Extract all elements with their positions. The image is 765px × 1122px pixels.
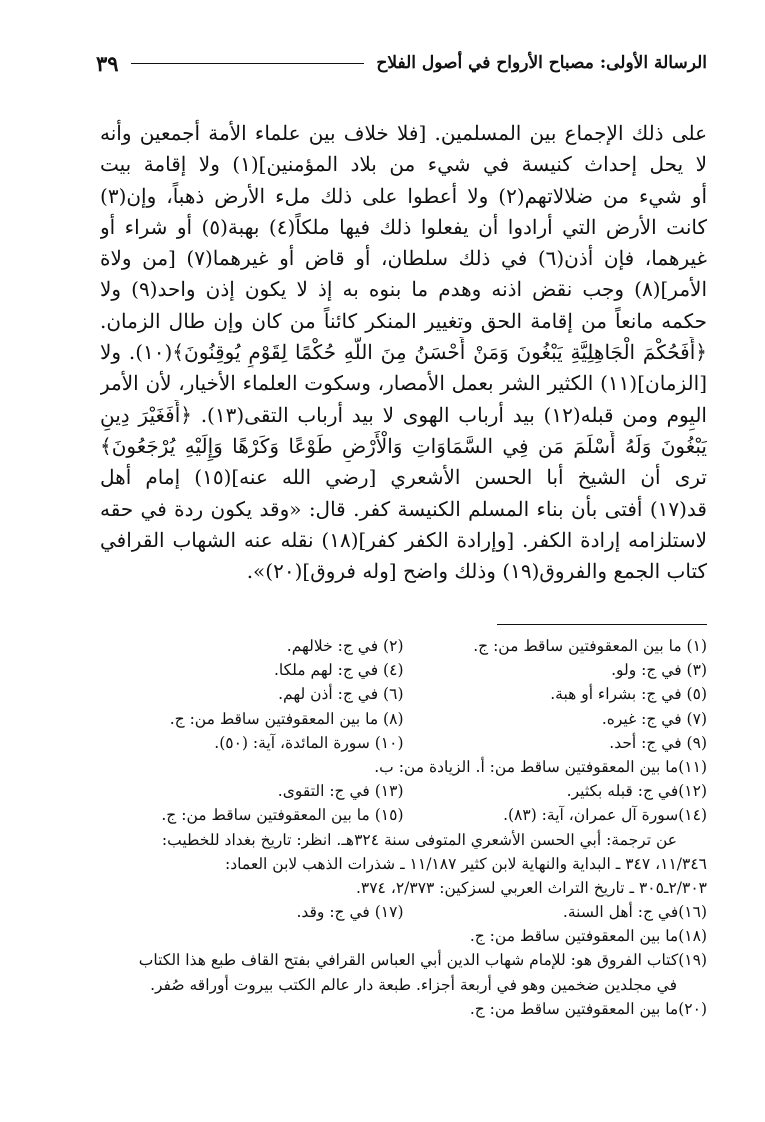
footnote-13: (١٣) في ج: التقوى. (277, 782, 404, 801)
footnote-9: (٩) في ج: أحد. (609, 733, 707, 752)
header-rule (131, 63, 365, 64)
footnote-15: (١٥) ما بين المعقوفتين ساقط من: ج. (161, 806, 404, 825)
footnote-5: (٥) في ج: بشراء أو هبة. (550, 685, 707, 704)
body-line: قد(١٧) أفتى بأن بناء المسلم الكنيسة كفر. قال: «وقد يكون ردة في حقه (100, 496, 707, 521)
footnote-17: (١٧) في ج: وقد. (296, 903, 404, 922)
body-line: ﴿أَفَحُكْمَ الْجَاهِلِيَّةِ يَبْغُونَ وَمَنْ أَحْسَنُ مِنَ اللَّهِ حُكْمًا لِقَوْمٍ يُوقِنُونَ﴾(١٠). ولا (100, 340, 707, 365)
footnote-19-continuation: في مجلدين ضخمين وهو في أربعة أجزاء. طبعة دار عالم الكتب بيروت أوراقه صُفر. (150, 975, 677, 994)
footnote-12: (١٢)في ج: قبله بكثير. (566, 782, 707, 801)
footnote-3: (٣) في ج: ولو. (611, 661, 707, 680)
footnote-20: (٢٠)ما بين المعقوفتين ساقط من: ج. (469, 999, 707, 1018)
body-line: كتاب الجمع والفروق(١٩) وذلك واضح [وله فروق](٢٠)». (246, 559, 707, 584)
footnote-15-continuation: عن ترجمة: أبي الحسن الأشعري المتوفى سنة ٣٢٤هـ. انظر: تاريخ بغداد للخطيب: (161, 830, 677, 849)
footnote-separator (497, 624, 707, 625)
footnote-10: (١٠) سورة المائدة، آية: (٥٠). (214, 733, 404, 752)
footnotes (100, 634, 707, 1021)
footnote-8: (٨) ما بين المعقوفتين ساقط من: ج. (169, 709, 404, 728)
body-line: أو شيء من ضلالاتهم(٢) ولا أعطوا على ذلك ملء الأرض ذهباً، وإن(٣) (100, 183, 707, 208)
page-number: ٣٩ (96, 50, 119, 76)
footnote-19: (١٩)كتاب الفروق هو: للإمام شهاب الدين أبي العباس القرافي بفتح القاف طبع هذا الكتاب (138, 951, 707, 970)
running-title: الرسالة الأولى: مصباح الأرواح في أصول الفلاح (376, 53, 707, 73)
body-line: على ذلك الإجماع بين المسلمين. [فلا خلاف بين علماء الأمة أجمعين وأنه (100, 121, 707, 145)
body-line: لا يحل إحداث كنيسة في شيء من بلاد المؤمنين](١) ولا إقامة بيت (100, 152, 707, 177)
footnote-14: (١٤)سورة آل عمران، آية: (٨٣). (503, 806, 707, 825)
footnote-2: (٢) في ج: خلالهم. (286, 637, 404, 655)
body-line: حكمه مانعاً من إقامة الحق وتغيير المنكر كائناً من كان وإن طال الزمان. (100, 308, 707, 333)
footnote-16: (١٦)في ج: أهل السنة. (562, 903, 707, 922)
body-line: الأمر](٨) وجب نقض اذنه وهدم ما بنوه به إذ لا يكون إذن واحد(٩) ولا (100, 277, 707, 302)
page-header (96, 48, 707, 78)
footnote-6: (٦) في ج: أذن لهم. (278, 685, 404, 704)
main-text (100, 118, 707, 587)
body-line: كانت الأرض التي أرادوا أن يفعلوا ذلك فيها ملكاً(٤) بهبة(٥) أو شراء أو (100, 214, 707, 239)
body-line: غيرهما، فإن أذن(٦) في ذلك سلطان، أو قاض أو غيرهما(٧) [من ولاة (100, 246, 707, 271)
body-line: [الزمان](١١) الكثير الشر بعمل الأمصار، وسكوت العلماء الأخيار، لأن الأمر (100, 371, 707, 396)
body-line: اليوم ومن قبله(١٢) بيد أرباب الهوى لا بيد أرباب التقى(١٣). ﴿أَفَغَيْرَ دِينِ (100, 402, 707, 427)
footnote-15-continuation: ١١/٣٤٦، ٣٤٧ ـ البداية والنهاية لابن كثير ١١/١٨٧ ـ شذرات الذهب لابن العماد: (225, 854, 707, 873)
footnote-4: (٤) في ج: لهم ملكا. (273, 661, 404, 680)
body-line: ترى أن الشيخ أبا الحسن الأشعري [رضي الله عنه](١٥) إمام أهل (100, 465, 707, 490)
footnote-1: (١) ما بين المعقوفتين ساقط من: ج. (473, 637, 707, 655)
body-line: يَبْغُونَ وَلَهُ أَسْلَمَ مَن فِي السَّمَاوَاتِ وَالْأَرْضِ طَوْعًا وَكَرْهًا وَإِلَيْهِ يُرْجَعُونَ﴾ (100, 433, 707, 458)
body-line: لاستلزامه إرادة الكفر. [وإرادة الكفر كفر](١٨) نقله عنه الشهاب القرافي (100, 527, 707, 552)
footnote-11: (١١)ما بين المعقوفتين ساقط من: أ. الزيادة من: ب. (374, 757, 707, 776)
footnote-7: (٧) في ج: غيره. (601, 709, 707, 728)
footnote-18: (١٨)ما بين المعقوفتين ساقط من: ج. (469, 927, 707, 946)
footnote-15-continuation: ٢/٣٠٣ـ٣٠٥ ـ تاريخ التراث العربي لسزكين: ٢/٣٧٣، ٣٧٤. (355, 878, 707, 897)
